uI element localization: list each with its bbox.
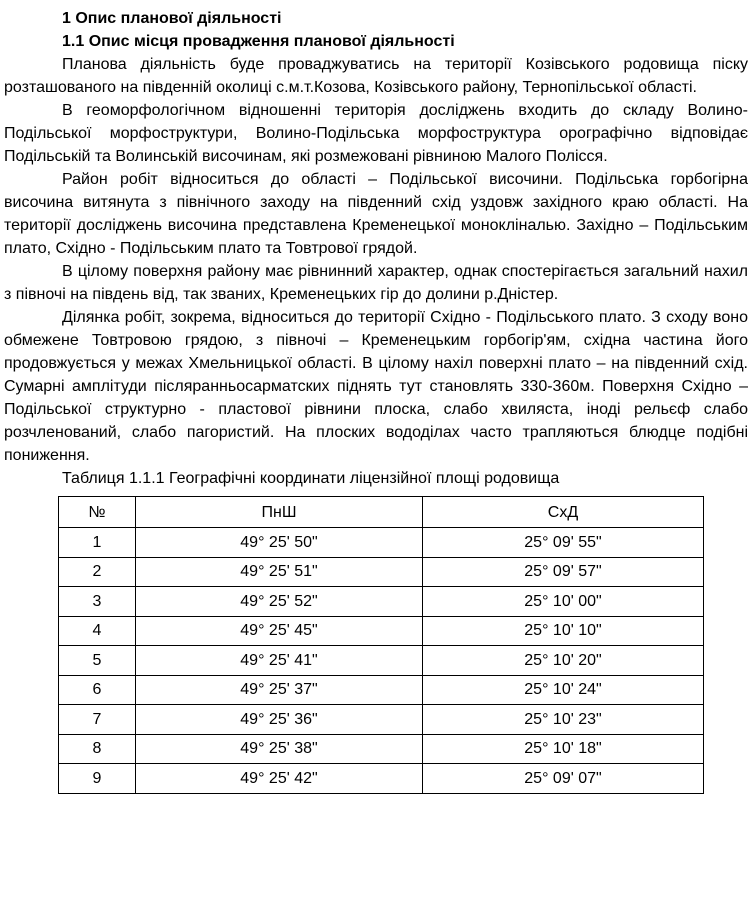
table-row (59, 557, 704, 587)
cell-point-number: 3 (59, 587, 136, 617)
cell-longitude: 25° 09' 57" (423, 557, 704, 587)
cell-longitude: 25° 09' 07" (423, 764, 704, 794)
cell-latitude: 49° 25' 42" (136, 764, 423, 794)
paragraph-site: Ділянка робіт, зокрема, відноситься до території Східно - Подільського плато. З сходу воно обмежене Товтровою грядою, з півночі – Кременецьким горбогір'ям, східна частина його продовжується у межах Хмельницької області. В цілому нахіл поверхні плато – на південний схід. Сумарні амплітуди післяранньосарматских піднять тут становлять 330-360м. Поверхня Східно – Подільської структурно - пластової рівнини плоска, слабо хвиляста, іноді рельєф слабо розчленований, слабо пагористий. На плоских вододілах часто трапляються блюдце подібні пониження. (4, 309, 748, 464)
paragraph-region: Район робіт відноситься до області – Подільської височини. Подільська горбогірна височина витянута з північного заходу на південний схід уздовж західного краю області. На території досліджень височина представлена Кременецької монокліналью. Західно – Подільським плато, Східно - Подільським плато та Товтрової грядой. (4, 171, 748, 257)
cell-latitude: 49° 25' 51" (136, 557, 423, 587)
cell-point-number: 8 (59, 734, 136, 764)
section-heading-1-1: 1.1 Опис місця провадження планової діяльності (62, 33, 455, 50)
col-header-longitude: СхД (423, 497, 704, 528)
cell-longitude: 25° 09' 55" (423, 528, 704, 558)
cell-latitude: 49° 25' 38" (136, 734, 423, 764)
col-header-number: № (59, 497, 136, 528)
cell-latitude: 49° 25' 41" (136, 646, 423, 676)
cell-latitude: 49° 25' 37" (136, 675, 423, 705)
table-row (59, 587, 704, 617)
cell-longitude: 25° 10' 00" (423, 587, 704, 617)
table-row (59, 528, 704, 558)
cell-point-number: 2 (59, 557, 136, 587)
cell-longitude: 25° 10' 18" (423, 734, 704, 764)
table-row (59, 616, 704, 646)
cell-point-number: 1 (59, 528, 136, 558)
paragraph-surface: В цілому поверхня району має рівнинний характер, однак спостерігається загальний нахил з півночі на південь від, так званих, Кременецьких гір до долини р.Дністер. (4, 263, 748, 303)
cell-latitude: 49° 25' 45" (136, 616, 423, 646)
table-row (59, 705, 704, 735)
col-header-latitude: ПнШ (136, 497, 423, 528)
paragraph-geomorphology: В геоморфологічном відношенні територія досліджень входить до складу Волино-Подільської морфоструктури, Волино-Подільська морфоструктура орографічно відповідає Подільській та Волинській височинам, які розмежовані рівниною Малого Полісся. (4, 102, 748, 165)
table-row (59, 675, 704, 705)
cell-longitude: 25° 10' 24" (423, 675, 704, 705)
cell-point-number: 4 (59, 616, 136, 646)
cell-point-number: 6 (59, 675, 136, 705)
section-heading-1: 1 Опис планової діяльності (62, 10, 282, 27)
cell-point-number: 9 (59, 764, 136, 794)
paragraph-location: Планова діяльність буде проваджуватись на території Козівського родовища піску розташованого на південній околиці с.м.т.Козова, Козівського району, Тернопільської області. (4, 56, 748, 96)
cell-longitude: 25° 10' 23" (423, 705, 704, 735)
table-header-row (59, 497, 704, 528)
cell-latitude: 49° 25' 52" (136, 587, 423, 617)
cell-point-number: 5 (59, 646, 136, 676)
cell-latitude: 49° 25' 50" (136, 528, 423, 558)
cell-longitude: 25° 10' 20" (423, 646, 704, 676)
coordinates-table (58, 496, 704, 794)
cell-latitude: 49° 25' 36" (136, 705, 423, 735)
cell-longitude: 25° 10' 10" (423, 616, 704, 646)
table-caption: Таблиця 1.1.1 Географічні координати ліцензійної площі родовища (62, 470, 560, 487)
cell-point-number: 7 (59, 705, 136, 735)
table-row (59, 764, 704, 794)
table-row (59, 646, 704, 676)
table-row (59, 734, 704, 764)
